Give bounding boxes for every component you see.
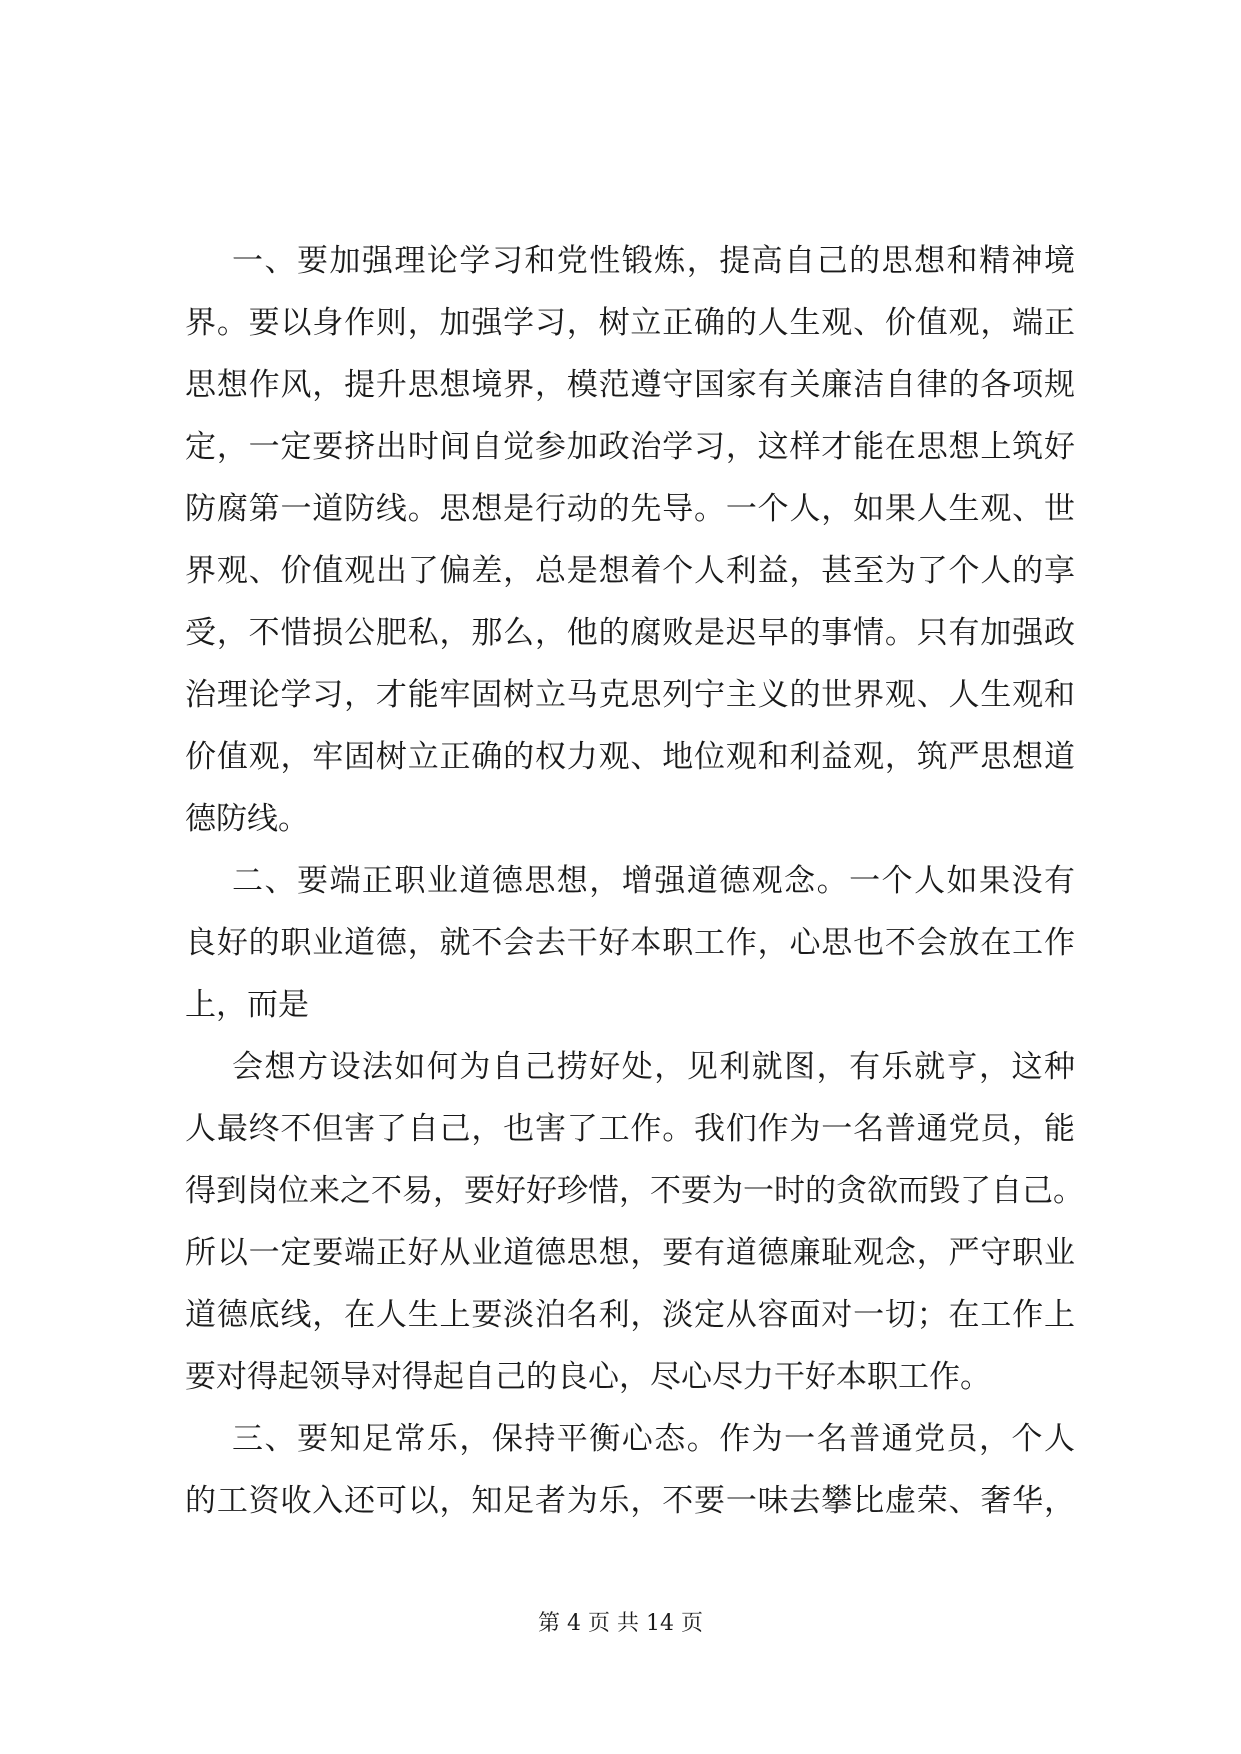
- paragraph-2-line-3: 上，而是: [185, 987, 309, 1023]
- paragraph-1-line-7: 受，不惜损公肥私，那么，他的腐败是迟早的事情。只有加强政: [185, 615, 1075, 651]
- paragraph-3-line-3: 得到岗位来之不易，要好好珍惜，不要为一时的贪欲而毁了自己。: [185, 1173, 1084, 1209]
- page-number-footer: 第 4 页 共 14 页: [538, 1611, 703, 1636]
- paragraph-1-line-3: 思想作风，提升思想境界，模范遵守国家有关廉洁自律的各项规: [185, 367, 1075, 403]
- paragraph-1-line-9: 价值观，牢固树立正确的权力观、地位观和利益观，筑严思想道: [185, 739, 1075, 775]
- paragraph-1-line-5: 防腐第一道防线。思想是行动的先导。一个人，如果人生观、世: [185, 491, 1075, 527]
- paragraph-4-line-1: 三、要知足常乐，保持平衡心态。作为一名普通党员，个人: [232, 1421, 1075, 1457]
- paragraph-3-line-1: 会想方设法如何为自己捞好处，见利就图，有乐就亨，这种: [232, 1049, 1075, 1085]
- document-body: [185, 230, 1084, 1532]
- paragraph-1-line-10: 德防线。: [185, 801, 309, 837]
- paragraph-3-line-2: 人最终不但害了自己，也害了工作。我们作为一名普通党员，能: [185, 1111, 1075, 1147]
- paragraph-3-line-6: 要对得起领导对得起自己的良心，尽心尽力干好本职工作。: [185, 1359, 991, 1395]
- paragraph-1-line-2: 界。要以身作则，加强学习，树立正确的人生观、价值观，端正: [185, 305, 1075, 341]
- paragraph-2-line-2: 良好的职业道德，就不会去干好本职工作，心思也不会放在工作: [185, 925, 1075, 961]
- paragraph-1-line-8: 治理论学习，才能牢固树立马克思列宁主义的世界观、人生观和: [185, 677, 1075, 713]
- paragraph-3-line-4: 所以一定要端正好从业道德思想，要有道德廉耻观念，严守职业: [185, 1235, 1075, 1271]
- paragraph-2-line-1: 二、要端正职业道德思想，增强道德观念。一个人如果没有: [232, 863, 1075, 899]
- paragraph-1-line-6: 界观、价值观出了偏差，总是想着个人利益，甚至为了个人的享: [185, 553, 1075, 589]
- paragraph-3-line-5: 道德底线，在人生上要淡泊名利，淡定从容面对一切；在工作上: [185, 1297, 1075, 1333]
- paragraph-4-line-2: 的工资收入还可以，知足者为乐，不要一味去攀比虚荣、奢华，: [185, 1483, 1075, 1519]
- paragraph-1-line-4: 定，一定要挤出时间自觉参加政治学习，这样才能在思想上筑好: [185, 429, 1075, 465]
- paragraph-1-line-1: 一、要加强理论学习和党性锻炼，提高自己的思想和精神境: [232, 243, 1075, 279]
